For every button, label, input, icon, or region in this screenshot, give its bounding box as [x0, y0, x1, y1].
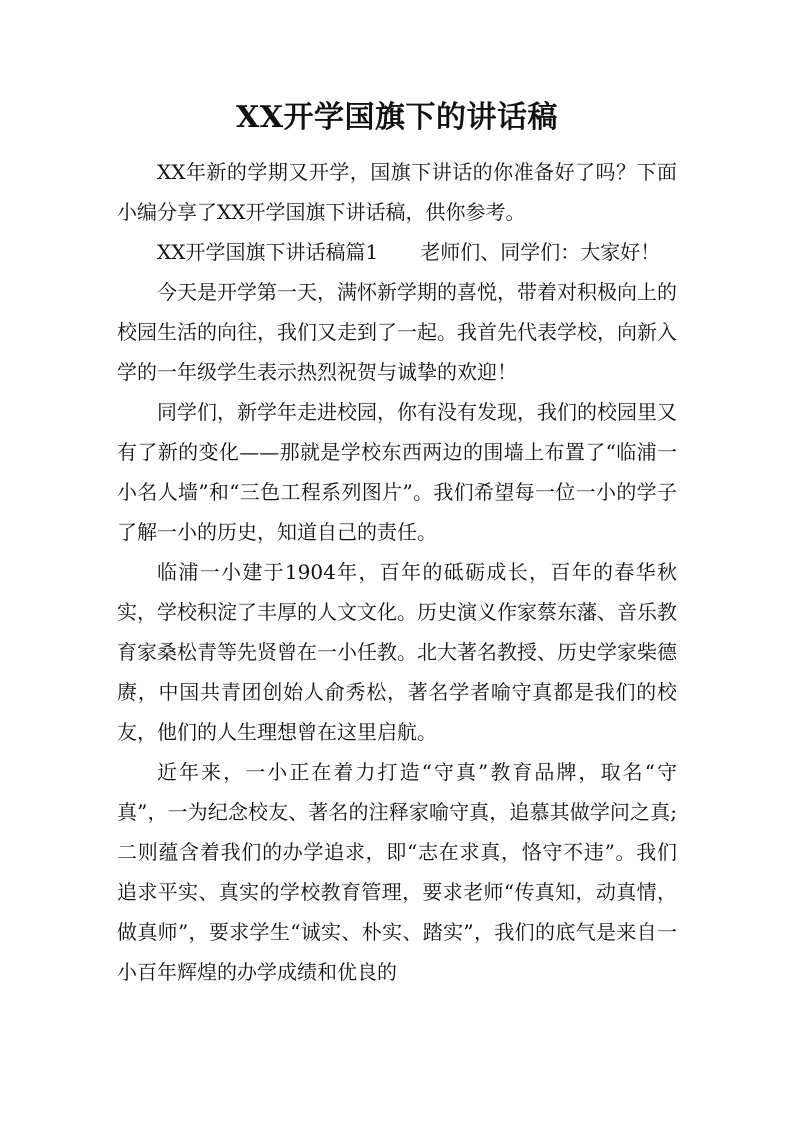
speech-heading-line: [117, 232, 677, 272]
document-title: XX开学国旗下的讲话稿: [235, 100, 559, 135]
body-paragraph-2: 同学们，新学年走进校园，你有没有发现，我们的校园里又有了新的变化——那就是学校东西两边的围墙上布置了“临浦一小名人墙”和“三色工程系列图片”。我们希望每一位一小的学子了解一小的历史，知道自己的责任。: [117, 400, 677, 544]
body-paragraph-1: 今天是开学第一天，满怀新学期的喜悦，带着对积极向上的校园生活的向往，我们又走到了一起。我首先代表学校，向新入学的一年级学生表示热烈祝贺与诚挚的欢迎！: [117, 280, 677, 384]
speech-greeting: 老师们、同学们：大家好！: [420, 240, 661, 264]
body-paragraph-4: 近年来，一小正在着力打造“守真”教育品牌，取名“守真”，一为纪念校友、著名的注释家喻守真，追慕其做学问之真;二则蕴含着我们的办学追求，即“志在求真，恪守不违”。我们追求平实、真实的学校教育管理，要求老师“传真知，动真情，做真师”，要求学生“诚实、朴实、踏实”，我们的底气是来自一小百年辉煌的办学成绩和优良的: [117, 760, 677, 984]
intro-paragraph: XX年新的学期又开学，国旗下讲话的你准备好了吗？下面小编分享了XX开学国旗下讲话稿，供你参考。: [117, 160, 677, 224]
speech-heading-label: XX开学国旗下讲话稿篇1: [157, 240, 379, 264]
body-paragraph-3: 临浦一小建于1904年，百年的砥砺成长，百年的春华秋实，学校积淀了丰厚的人文文化。历史演义作家蔡东藩、音乐教育家桑松青等先贤曾在一小任教。北大著名教授、历史学家柴德赓，中国共青团创始人俞秀松，著名学者喻守真都是我们的校友，他们的人生理想曾在这里启航。: [117, 560, 677, 744]
document-body: [117, 152, 677, 992]
